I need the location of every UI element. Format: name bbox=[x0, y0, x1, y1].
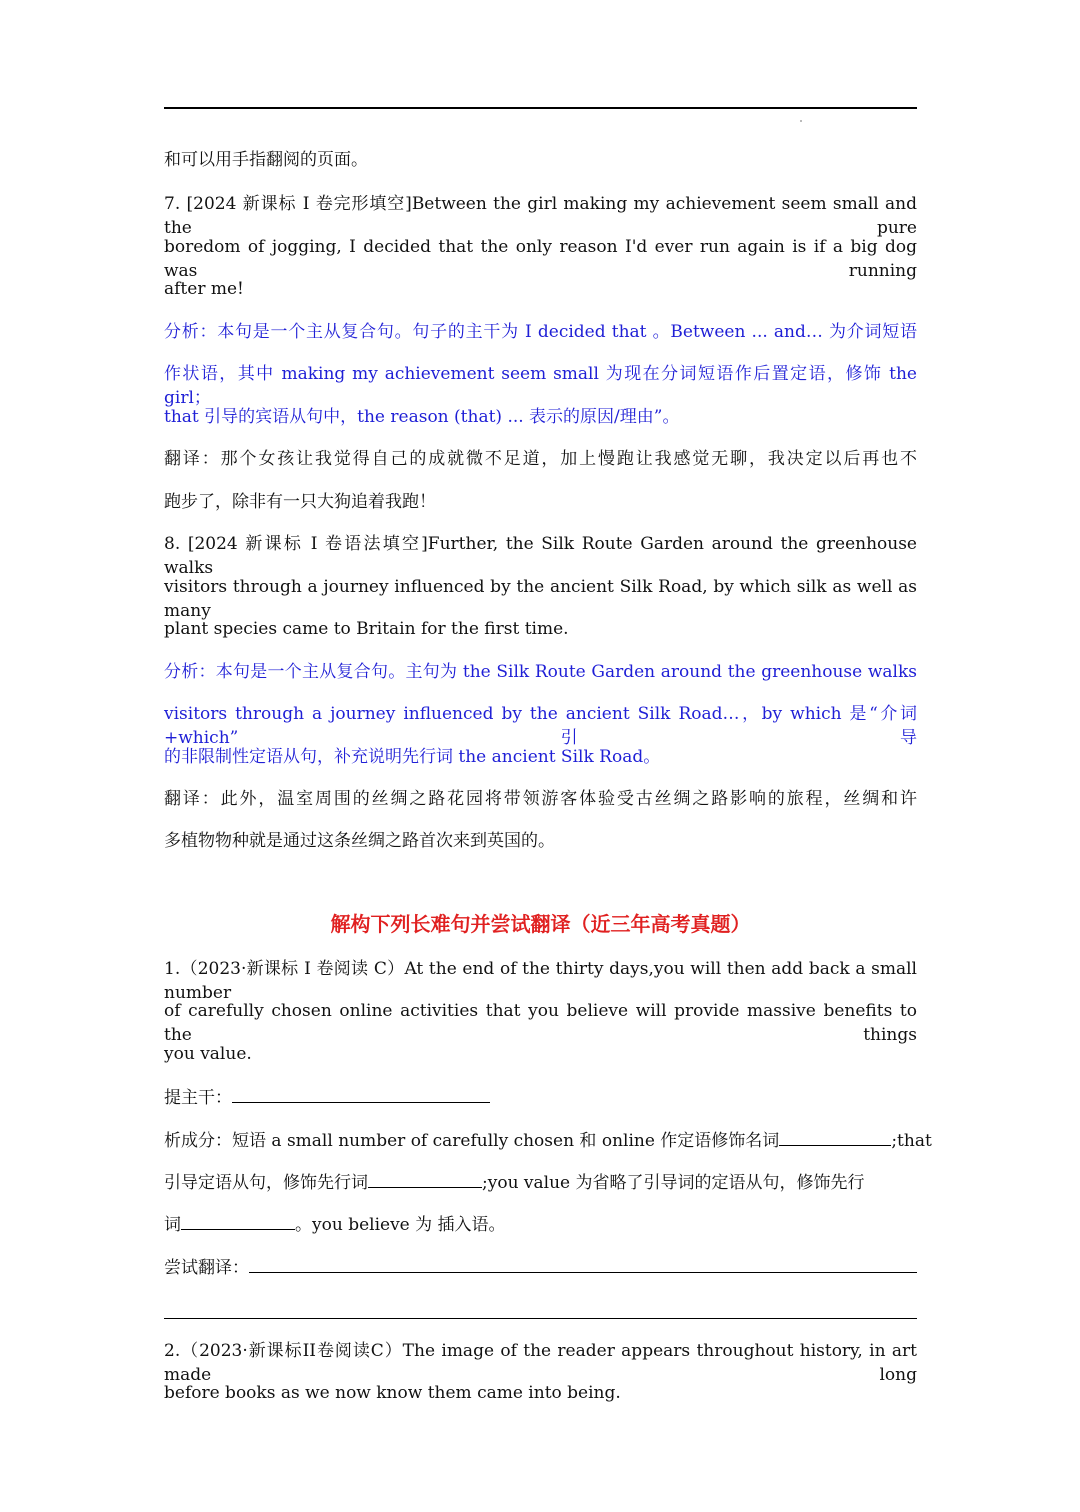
translation-8-line: 翻译：此外，温室周围的丝绸之路花园将带领游客体验受古丝绸之路影响的旅程，丝绸和许 bbox=[164, 789, 917, 809]
question-7-line: boredom of jogging, I decided that the only reason I'd ever run again is if a big dog was running bbox=[164, 237, 917, 281]
question-8-line: 8. [2024 新课标 I 卷语法填空]Further, the Silk Route Garden around the greenhouse walks bbox=[164, 534, 917, 578]
components-text: 词 bbox=[164, 1215, 181, 1235]
antecedent-answer-blank[interactable] bbox=[368, 1169, 482, 1188]
exercise-2-line: before books as we now know them came into being. bbox=[164, 1383, 621, 1403]
translation-8-line: 多植物物种就是通过这条丝绸之路首次来到英国的。 bbox=[164, 831, 555, 851]
question-8-line: visitors through a journey influenced by the ancient Silk Road, by which silk as well as many bbox=[164, 577, 917, 621]
analysis-7-line: that 引导的宾语从句中，the reason (that) ... 表示的原因/理由”。 bbox=[164, 407, 680, 427]
components-text: ;that bbox=[891, 1131, 932, 1151]
question-7-line: 7. [2024 新课标 I 卷完形填空]Between the girl making my achievement seem small and the pure bbox=[164, 194, 917, 238]
stem-label: 提主干： bbox=[164, 1088, 232, 1108]
stem-prompt bbox=[164, 1084, 917, 1110]
exercise-2-line: 2.（2023·新课标II卷阅读C）The image of the reader appears throughout history, in art made long bbox=[164, 1341, 917, 1385]
components-text: 引导定语从句，修饰先行词 bbox=[164, 1173, 368, 1193]
stem-answer-blank[interactable] bbox=[232, 1084, 490, 1103]
speck bbox=[800, 120, 802, 122]
components-text: 。you believe 为 插入语。 bbox=[295, 1215, 506, 1235]
components-line bbox=[164, 1211, 917, 1237]
exercise-1-line: you value. bbox=[164, 1044, 252, 1064]
translation-label: 尝试翻译： bbox=[164, 1258, 249, 1278]
translation-7-line: 跑步了，除非有一只大狗追着我跑！ bbox=[164, 492, 436, 512]
header-rule bbox=[164, 107, 917, 109]
exercise-1-line: of carefully chosen online activities that you believe will provide massive benefits to the things bbox=[164, 1001, 917, 1045]
text-line: 和可以用手指翻阅的页面。 bbox=[164, 150, 368, 170]
translation-prompt bbox=[164, 1254, 917, 1280]
translation-answer-line[interactable] bbox=[164, 1318, 917, 1319]
analysis-8-line: visitors through a journey influenced by the ancient Silk Road…，by which 是“介词+which”引导 bbox=[164, 704, 917, 748]
components-line bbox=[164, 1169, 917, 1195]
analysis-8-line: 分析：本句是一个主从复合句。主句为 the Silk Route Garden around the greenhouse walks bbox=[164, 662, 917, 682]
question-7-line: after me! bbox=[164, 279, 244, 299]
components-line bbox=[164, 1127, 932, 1153]
section-heading: 解构下列长难句并尝试翻译（近三年高考真题） bbox=[330, 912, 751, 936]
components-text: 析成分：短语 a small number of carefully chosen 和 online 作定语修饰名词 bbox=[164, 1131, 780, 1151]
components-text: ;you value 为省略了引导词的定语从句，修饰先行 bbox=[482, 1173, 865, 1193]
translation-7-line: 翻译：那个女孩让我觉得自己的成就微不足道，加上慢跑让我感觉无聊，我决定以后再也不 bbox=[164, 449, 917, 469]
analysis-7-line: 分析：本句是一个主从复合句。句子的主干为 I decided that 。Between ... and… 为介词短语 bbox=[164, 322, 917, 342]
analysis-7-line: 作状语，其中 making my achievement seem small 为现在分词短语作后置定语，修饰 the girl； bbox=[164, 364, 917, 408]
question-8-line: plant species came to Britain for the first time. bbox=[164, 619, 569, 639]
antecedent-2-answer-blank[interactable] bbox=[181, 1211, 295, 1230]
translation-answer-blank[interactable] bbox=[249, 1254, 917, 1273]
analysis-8-line: 的非限制性定语从句，补充说明先行词 the ancient Silk Road。 bbox=[164, 747, 661, 767]
noun-answer-blank[interactable] bbox=[779, 1127, 891, 1146]
exercise-1-line: 1.（2023·新课标 I 卷阅读 C）At the end of the thirty days,you will then add back a small number bbox=[164, 959, 917, 1003]
